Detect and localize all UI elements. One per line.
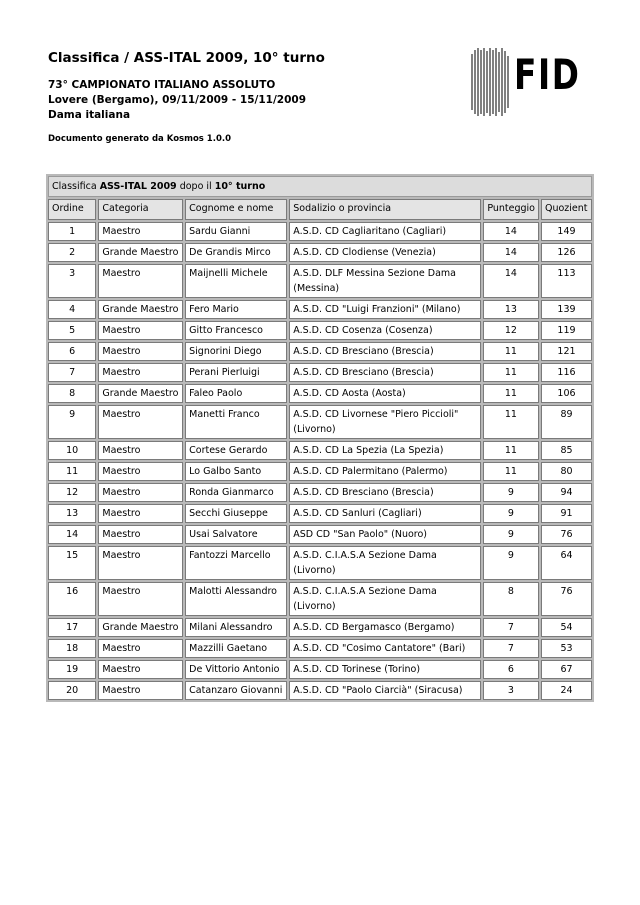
- cell-punteggio: 11: [483, 363, 539, 382]
- cell-ordine: 9: [48, 405, 96, 439]
- caption-prefix: Classifica: [52, 181, 100, 192]
- table-row: [48, 342, 592, 361]
- cell-ordine: 6: [48, 342, 96, 361]
- standings-table: [46, 174, 594, 702]
- cell-sodalizio: A.S.D. C.I.A.S.A Sezione Dama (Livorno): [289, 546, 481, 580]
- cell-categoria: Maestro: [98, 582, 183, 616]
- cell-nome: Secchi Giuseppe: [185, 504, 287, 523]
- cell-sodalizio: A.S.D. CD "Cosimo Cantatore" (Bari): [289, 639, 481, 658]
- caption-round: 10° turno: [214, 181, 266, 192]
- table-caption-row: [48, 176, 592, 197]
- cell-categoria: Maestro: [98, 441, 183, 460]
- cell-sodalizio: A.S.D. CD Cagliaritano (Cagliari): [289, 222, 481, 241]
- discipline: Dama italiana: [48, 109, 131, 121]
- table-row: [48, 618, 592, 637]
- cell-ordine: 15: [48, 546, 96, 580]
- table-row: [48, 660, 592, 679]
- cell-sodalizio: A.S.D. CD Aosta (Aosta): [289, 384, 481, 403]
- generator-note: Documento generato da Kosmos 1.0.0: [48, 134, 232, 144]
- cell-nome: Signorini Diego: [185, 342, 287, 361]
- caption-middle: dopo il: [176, 181, 215, 192]
- col-header-categoria: Categoria: [98, 199, 183, 220]
- cell-categoria: Maestro: [98, 405, 183, 439]
- cell-sodalizio: A.S.D. C.I.A.S.A Sezione Dama (Livorno): [289, 582, 481, 616]
- cell-categoria: Maestro: [98, 222, 183, 241]
- cell-categoria: Maestro: [98, 363, 183, 382]
- cell-sodalizio: A.S.D. CD Palermitano (Palermo): [289, 462, 481, 481]
- cell-categoria: Maestro: [98, 546, 183, 580]
- table-row: [48, 681, 592, 700]
- cell-ordine: 13: [48, 504, 96, 523]
- cell-quoziente: 53: [541, 639, 592, 658]
- col-header-quoziente: Quozient: [541, 199, 592, 220]
- cell-categoria: Maestro: [98, 660, 183, 679]
- cell-ordine: 17: [48, 618, 96, 637]
- cell-punteggio: 13: [483, 300, 539, 319]
- cell-categoria: Maestro: [98, 462, 183, 481]
- cell-nome: Perani Pierluigi: [185, 363, 287, 382]
- cell-punteggio: 6: [483, 660, 539, 679]
- cell-quoziente: 64: [541, 546, 592, 580]
- cell-nome: Cortese Gerardo: [185, 441, 287, 460]
- championship-name: 73° CAMPIONATO ITALIANO ASSOLUTO: [48, 79, 276, 91]
- cell-quoziente: 24: [541, 681, 592, 700]
- cell-quoziente: 85: [541, 441, 592, 460]
- table-row: [48, 321, 592, 340]
- cell-categoria: Maestro: [98, 525, 183, 544]
- cell-nome: Faleo Paolo: [185, 384, 287, 403]
- cell-sodalizio: A.S.D. CD Bresciano (Brescia): [289, 483, 481, 502]
- table-row: [48, 525, 592, 544]
- cell-nome: Ronda Gianmarco: [185, 483, 287, 502]
- cell-sodalizio: ASD CD "San Paolo" (Nuoro): [289, 525, 481, 544]
- cell-ordine: 16: [48, 582, 96, 616]
- cell-nome: Usai Salvatore: [185, 525, 287, 544]
- cell-ordine: 14: [48, 525, 96, 544]
- cell-quoziente: 139: [541, 300, 592, 319]
- cell-punteggio: 14: [483, 222, 539, 241]
- cell-ordine: 4: [48, 300, 96, 319]
- page-title: Classifica / ASS-ITAL 2009, 10° turno: [48, 50, 325, 66]
- cell-categoria: Maestro: [98, 504, 183, 523]
- cell-categoria: Maestro: [98, 483, 183, 502]
- cell-ordine: 20: [48, 681, 96, 700]
- fid-logo-text: FID: [514, 50, 581, 99]
- cell-ordine: 11: [48, 462, 96, 481]
- cell-punteggio: 11: [483, 441, 539, 460]
- cell-categoria: Grande Maestro: [98, 300, 183, 319]
- cell-sodalizio: A.S.D. CD "Paolo Ciarcià" (Siracusa): [289, 681, 481, 700]
- cell-nome: Milani Alessandro: [185, 618, 287, 637]
- cell-punteggio: 9: [483, 483, 539, 502]
- table-row: [48, 264, 592, 298]
- cell-nome: Fantozzi Marcello: [185, 546, 287, 580]
- cell-sodalizio: A.S.D. CD "Luigi Franzioni" (Milano): [289, 300, 481, 319]
- cell-punteggio: 11: [483, 462, 539, 481]
- cell-punteggio: 9: [483, 525, 539, 544]
- cell-nome: Maijnelli Michele: [185, 264, 287, 298]
- table-row: [48, 243, 592, 262]
- cell-categoria: Grande Maestro: [98, 384, 183, 403]
- col-header-sodalizio: Sodalizio o provincia: [289, 199, 481, 220]
- location-dates: Lovere (Bergamo), 09/11/2009 - 15/11/2009: [48, 94, 307, 106]
- cell-ordine: 5: [48, 321, 96, 340]
- table-row: [48, 222, 592, 241]
- cell-categoria: Maestro: [98, 342, 183, 361]
- cell-sodalizio: A.S.D. DLF Messina Sezione Dama (Messina): [289, 264, 481, 298]
- cell-quoziente: 89: [541, 405, 592, 439]
- table-row: [48, 441, 592, 460]
- cell-punteggio: 14: [483, 264, 539, 298]
- cell-ordine: 19: [48, 660, 96, 679]
- cell-nome: Gitto Francesco: [185, 321, 287, 340]
- cell-quoziente: 121: [541, 342, 592, 361]
- cell-quoziente: 113: [541, 264, 592, 298]
- cell-nome: De Vittorio Antonio: [185, 660, 287, 679]
- cell-categoria: Maestro: [98, 264, 183, 298]
- cell-sodalizio: A.S.D. CD Bergamasco (Bergamo): [289, 618, 481, 637]
- cell-nome: Sardu Gianni: [185, 222, 287, 241]
- cell-punteggio: 7: [483, 639, 539, 658]
- cell-ordine: 8: [48, 384, 96, 403]
- table-caption: [48, 176, 592, 197]
- cell-quoziente: 67: [541, 660, 592, 679]
- table-row: [48, 546, 592, 580]
- table-row: [48, 384, 592, 403]
- cell-punteggio: 3: [483, 681, 539, 700]
- cell-quoziente: 116: [541, 363, 592, 382]
- cell-quoziente: 106: [541, 384, 592, 403]
- cell-quoziente: 94: [541, 483, 592, 502]
- cell-ordine: 12: [48, 483, 96, 502]
- cell-quoziente: 80: [541, 462, 592, 481]
- cell-punteggio: 9: [483, 504, 539, 523]
- cell-sodalizio: A.S.D. CD Bresciano (Brescia): [289, 342, 481, 361]
- cell-sodalizio: A.S.D. CD La Spezia (La Spezia): [289, 441, 481, 460]
- col-header-nome: Cognome e nome: [185, 199, 287, 220]
- cell-quoziente: 149: [541, 222, 592, 241]
- table-row: [48, 483, 592, 502]
- cell-ordine: 1: [48, 222, 96, 241]
- cell-nome: Catanzaro Giovanni: [185, 681, 287, 700]
- table-row: [48, 582, 592, 616]
- cell-quoziente: 76: [541, 582, 592, 616]
- cell-punteggio: 11: [483, 405, 539, 439]
- cell-quoziente: 126: [541, 243, 592, 262]
- cell-quoziente: 54: [541, 618, 592, 637]
- cell-nome: Lo Galbo Santo: [185, 462, 287, 481]
- cell-punteggio: 7: [483, 618, 539, 637]
- table-row: [48, 504, 592, 523]
- table-header-row: [48, 199, 592, 220]
- table-row: [48, 639, 592, 658]
- table-row: [48, 363, 592, 382]
- cell-nome: Mazzilli Gaetano: [185, 639, 287, 658]
- cell-ordine: 10: [48, 441, 96, 460]
- cell-sodalizio: A.S.D. CD Bresciano (Brescia): [289, 363, 481, 382]
- cell-punteggio: 11: [483, 342, 539, 361]
- col-header-ordine: Ordine: [48, 199, 96, 220]
- cell-nome: Fero Mario: [185, 300, 287, 319]
- cell-ordine: 2: [48, 243, 96, 262]
- cell-nome: De Grandis Mirco: [185, 243, 287, 262]
- cell-sodalizio: A.S.D. CD Livornese "Piero Piccioli" (Livorno): [289, 405, 481, 439]
- cell-categoria: Grande Maestro: [98, 618, 183, 637]
- cell-categoria: Grande Maestro: [98, 243, 183, 262]
- cell-nome: Manetti Franco: [185, 405, 287, 439]
- cell-ordine: 18: [48, 639, 96, 658]
- table-row: [48, 462, 592, 481]
- cell-sodalizio: A.S.D. CD Clodiense (Venezia): [289, 243, 481, 262]
- cell-punteggio: 14: [483, 243, 539, 262]
- cell-punteggio: 12: [483, 321, 539, 340]
- cell-categoria: Maestro: [98, 639, 183, 658]
- cell-sodalizio: A.S.D. CD Cosenza (Cosenza): [289, 321, 481, 340]
- cell-quoziente: 76: [541, 525, 592, 544]
- cell-punteggio: 11: [483, 384, 539, 403]
- cell-quoziente: 91: [541, 504, 592, 523]
- table-row: [48, 405, 592, 439]
- caption-event: ASS-ITAL 2009: [99, 181, 177, 192]
- cell-punteggio: 9: [483, 546, 539, 580]
- cell-nome: Malotti Alessandro: [185, 582, 287, 616]
- cell-ordine: 3: [48, 264, 96, 298]
- cell-ordine: 7: [48, 363, 96, 382]
- cell-categoria: Maestro: [98, 681, 183, 700]
- cell-punteggio: 8: [483, 582, 539, 616]
- cell-sodalizio: A.S.D. CD Sanluri (Cagliari): [289, 504, 481, 523]
- table-row: [48, 300, 592, 319]
- cell-quoziente: 119: [541, 321, 592, 340]
- cell-sodalizio: A.S.D. CD Torinese (Torino): [289, 660, 481, 679]
- col-header-punteggio: Punteggio: [483, 199, 539, 220]
- cell-categoria: Maestro: [98, 321, 183, 340]
